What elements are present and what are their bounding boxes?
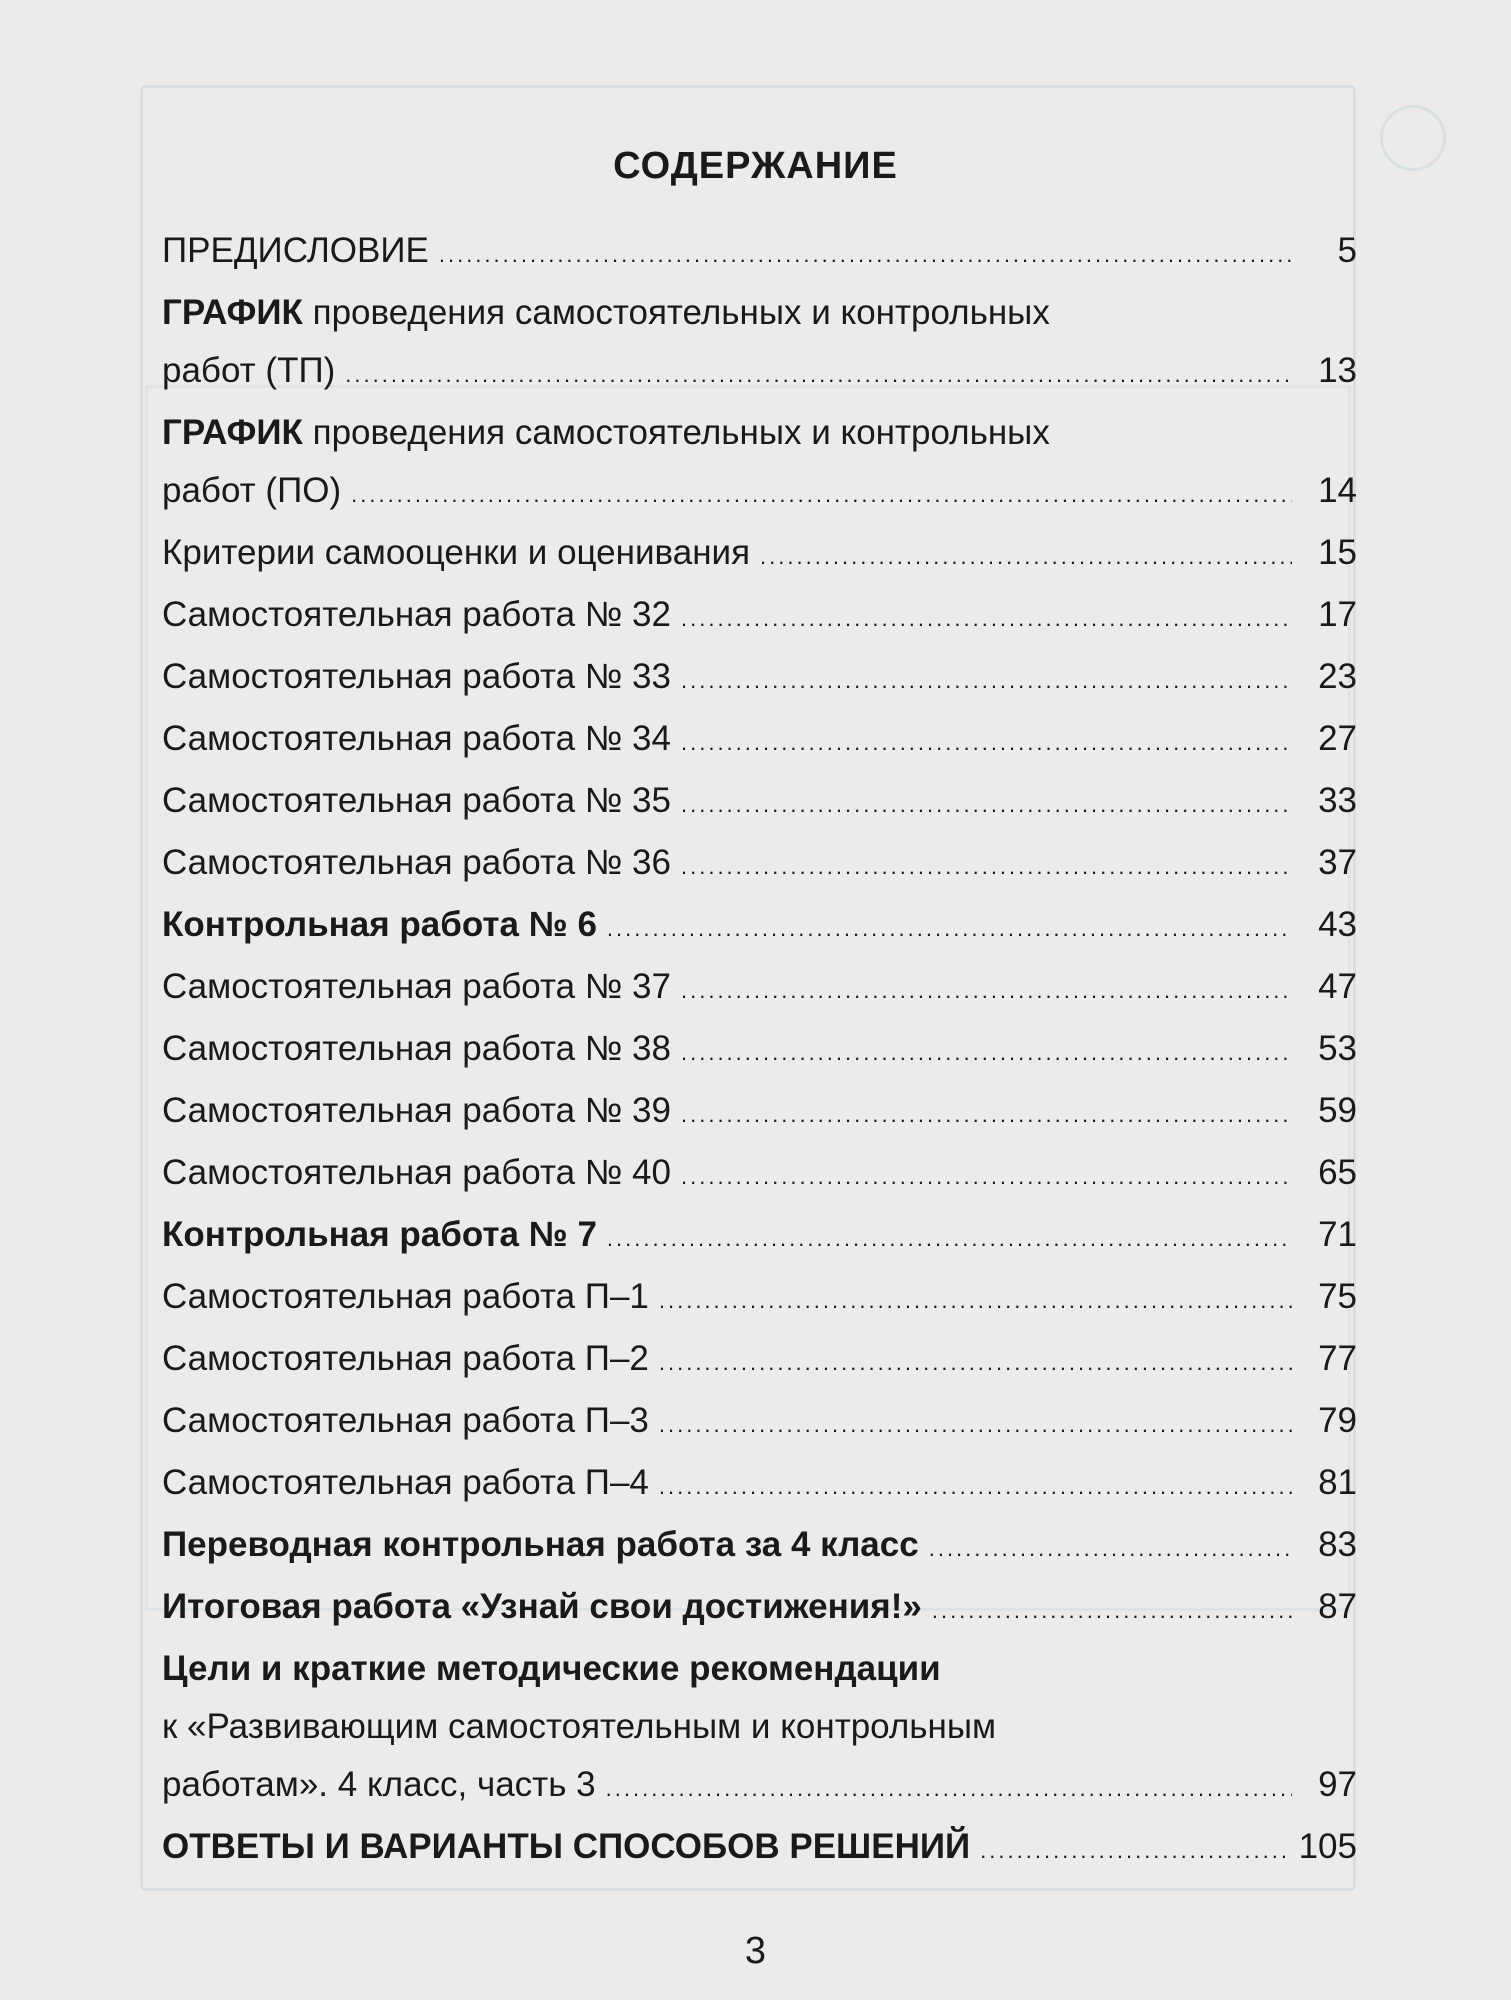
toc-entry-preface[interactable]: ПРЕДИСЛОВИЕ ..... 5 [162,222,1357,284]
toc-entry-answers[interactable]: ОТВЕТЫ И ВАРИАНТЫ СПОСОБОВ РЕШЕНИЙ ..... 105 [162,1818,1357,1880]
toc-entry-sr-p2[interactable]: Самостоятельная работа П–2 ..... 77 [162,1330,1357,1392]
page-number: 3 [744,1930,767,1972]
toc-entry-schedule-po[interactable]: ГРАФИК проведения самостоятельных и контрольных работ (ПО) ..... 14 [162,404,1357,524]
table-of-contents [162,222,1357,1880]
toc-entry-sr-38[interactable]: Самостоятельная работа № 38 ..... 53 [162,1020,1357,1082]
toc-entry-sr-39[interactable]: Самостоятельная работа № 39 ..... 59 [162,1082,1357,1144]
toc-entry-sr-37[interactable]: Самостоятельная работа № 37 ..... 47 [162,958,1357,1020]
toc-entry-sr-p1[interactable]: Самостоятельная работа П–1 ..... 75 [162,1268,1357,1330]
toc-entry-sr-33[interactable]: Самостоятельная работа № 33 ..... 23 [162,648,1357,710]
toc-entry-kr-7[interactable]: Контрольная работа № 7 ..... 71 [162,1206,1357,1268]
toc-entry-sr-p3[interactable]: Самостоятельная работа П–3 ..... 79 [162,1392,1357,1454]
toc-entry-kr-6[interactable]: Контрольная работа № 6 ..... 43 [162,896,1357,958]
toc-entry-sr-40[interactable]: Самостоятельная работа № 40 ..... 65 [162,1144,1357,1206]
toc-entry-schedule-tp[interactable]: ГРАФИК проведения самостоятельных и контрольных работ (ТП) ..... 13 [162,284,1357,404]
toc-entry-sr-36[interactable]: Самостоятельная работа № 36 ..... 37 [162,834,1357,896]
toc-entry-sr-35[interactable]: Самостоятельная работа № 35 ..... 33 [162,772,1357,834]
toc-entry-final-work[interactable]: Итоговая работа «Узнай свои достижения!» ..... 87 [162,1578,1357,1640]
toc-entry-methodology[interactable]: Цели и краткие методические рекомендации к «Развивающим самостоятельным и контрольным работам». 4 класс, часть 3 ..... 97 [162,1640,1357,1818]
toc-entry-transfer-test[interactable]: Переводная контрольная работа за 4 класс ..... 83 [162,1516,1357,1578]
page-title: СОДЕРЖАНИЕ [613,145,898,187]
toc-entry-criteria[interactable]: Критерии самооценки и оценивания ..... 15 [162,524,1357,586]
toc-entry-sr-32[interactable]: Самостоятельная работа № 32 ..... 17 [162,586,1357,648]
toc-entry-sr-34[interactable]: Самостоятельная работа № 34 ..... 27 [162,710,1357,772]
toc-entry-sr-p4[interactable]: Самостоятельная работа П–4 ..... 81 [162,1454,1357,1516]
